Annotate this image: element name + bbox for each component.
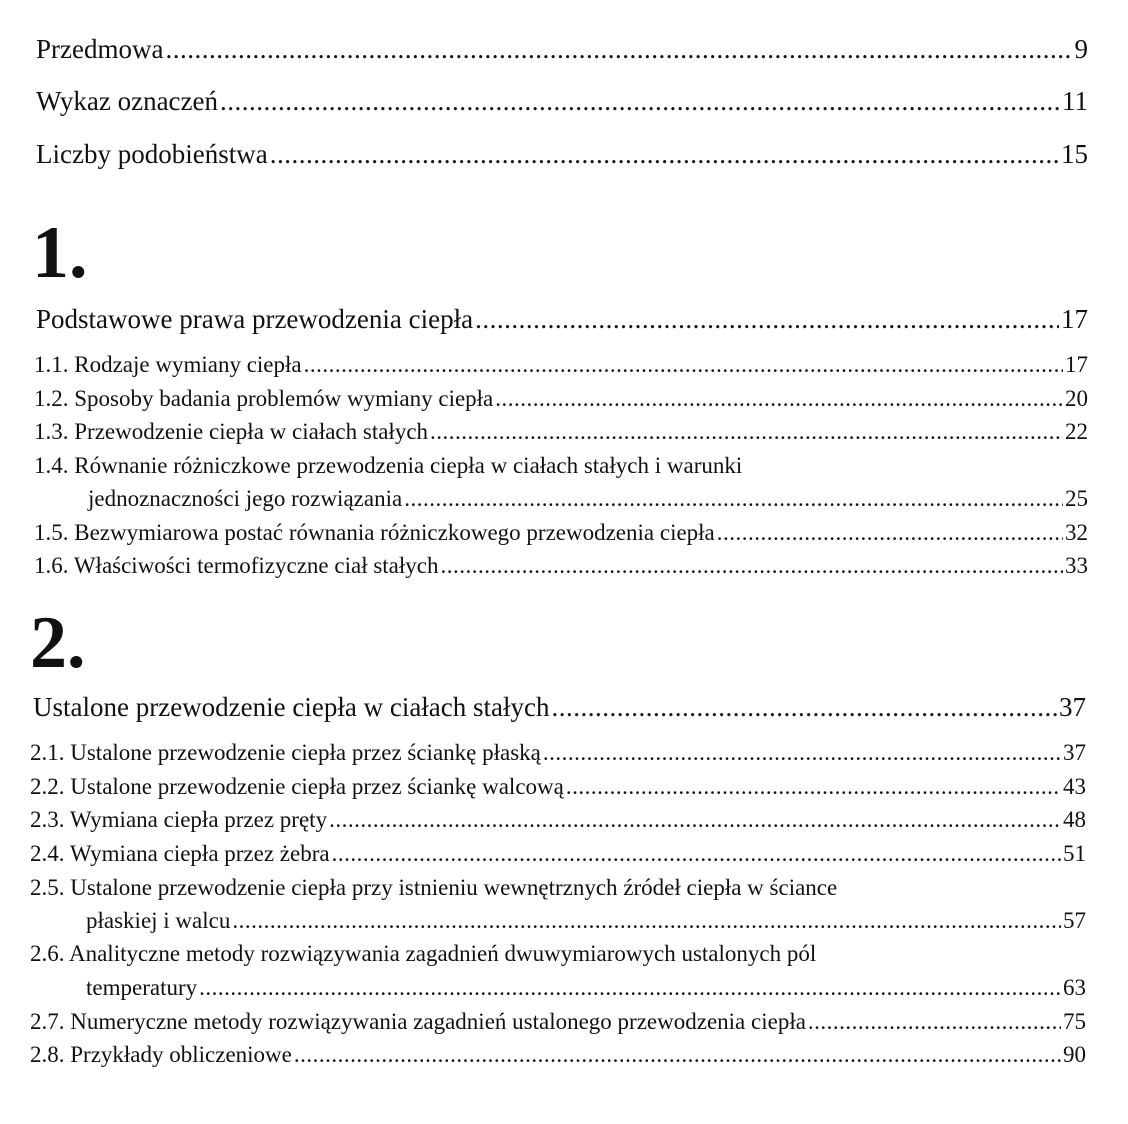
section-title: Przykłady obliczeniowe	[70, 1042, 292, 1067]
chapter-number: 1.	[32, 212, 88, 294]
section-title: Właściwości termofizyczne ciał stałych	[73, 553, 439, 578]
section-number: 1.3.	[34, 419, 69, 444]
dot-leader	[294, 1043, 1061, 1066]
dot-leader	[404, 487, 1063, 510]
toc-section	[34, 554, 1088, 577]
section-number: 2.4.	[30, 841, 65, 866]
toc-entry-preface	[36, 36, 1088, 63]
section-title: Numeryczne metody rozwiązywania zagadnień ustalonego przewodzenia ciepła	[70, 1009, 806, 1034]
toc-section	[30, 1010, 1086, 1033]
dot-leader	[199, 976, 1061, 999]
dot-leader	[552, 694, 1057, 721]
section-page: 17	[1065, 352, 1088, 377]
dot-leader	[543, 741, 1061, 764]
toc-entry-similarity-numbers	[36, 141, 1088, 168]
dot-leader	[165, 36, 1072, 63]
section-page: 57	[1063, 908, 1086, 933]
toc-section	[30, 775, 1086, 798]
section-page: 75	[1063, 1009, 1086, 1034]
toc-section	[34, 387, 1088, 410]
section-page: 63	[1063, 975, 1086, 1000]
section-number: 1.5.	[34, 520, 69, 545]
section-title: Ustalone przewodzenie ciepła przez ściankę walcową	[70, 774, 564, 799]
toc-section	[30, 1043, 1086, 1066]
section-title: Równanie różniczkowe przewodzenia ciepła w ciałach stałych i warunki	[74, 453, 743, 478]
section-page: 48	[1063, 807, 1086, 832]
section-number: 1.1.	[34, 352, 69, 377]
dot-leader	[329, 808, 1061, 831]
section-number: 2.2.	[30, 774, 65, 799]
chapter-page: 17	[1061, 304, 1088, 334]
dot-leader	[270, 141, 1059, 168]
section-number: 1.2.	[34, 386, 69, 411]
section-number: 2.6.	[30, 941, 65, 966]
dot-leader	[220, 88, 1060, 115]
chapter-title: Podstawowe prawa przewodzenia ciepła	[36, 304, 474, 334]
chapter-title-entry	[33, 694, 1086, 721]
section-number: 2.3.	[30, 807, 65, 832]
toc-section-continuation	[86, 976, 1086, 999]
section-page: 32	[1065, 520, 1088, 545]
section-title-continued: temperatury	[86, 975, 198, 1000]
section-page: 90	[1063, 1042, 1086, 1067]
toc-entry-title: Przedmowa	[36, 34, 164, 64]
dot-leader	[717, 521, 1063, 544]
toc-section-first-line	[30, 876, 837, 899]
section-title: Ustalone przewodzenie ciepła przy istnieniu wewnętrznych źródeł ciepła w ściance	[70, 875, 838, 900]
chapter-title: Ustalone przewodzenie ciepła w ciałach stałych	[33, 692, 550, 722]
toc-section-first-line	[34, 454, 742, 477]
chapter-title-entry	[36, 306, 1088, 333]
toc-section	[30, 842, 1086, 865]
section-title: Sposoby badania problemów wymiany ciepła	[74, 386, 494, 411]
section-title: Ustalone przewodzenie ciepła przez ściankę płaską	[70, 740, 541, 765]
toc-entry-title: Liczby podobieństwa	[36, 139, 268, 169]
chapter-number: 2.	[30, 602, 86, 684]
toc-entry-symbols	[36, 88, 1088, 115]
toc-section	[30, 808, 1086, 831]
dot-leader	[475, 306, 1059, 333]
toc-entry-page: 9	[1074, 34, 1088, 64]
section-number: 2.7.	[30, 1009, 65, 1034]
section-title: Wymiana ciepła przez pręty	[69, 807, 328, 832]
toc-entry-page: 11	[1062, 86, 1088, 116]
section-title: Analityczne metody rozwiązywania zagadnień dwuwymiarowych ustalonych pól	[68, 941, 817, 966]
section-page: 51	[1063, 841, 1086, 866]
section-page: 43	[1063, 774, 1086, 799]
dot-leader	[332, 842, 1061, 865]
section-title: Rodzaje wymiany ciepła	[74, 352, 302, 377]
section-number: 1.4.	[34, 453, 69, 478]
toc-section	[34, 521, 1088, 544]
toc-section	[34, 353, 1088, 376]
section-title-continued: płaskiej i walcu	[86, 908, 231, 933]
section-page: 25	[1065, 486, 1088, 511]
dot-leader	[808, 1010, 1061, 1033]
toc-section-continuation	[86, 909, 1086, 932]
section-title: Przewodzenie ciepła w ciałach stałych	[74, 419, 429, 444]
toc-section	[34, 420, 1088, 443]
chapter-page: 37	[1059, 692, 1086, 722]
section-title: Wymiana ciepła przez żebra	[69, 841, 330, 866]
toc-section-continuation	[88, 487, 1088, 510]
section-page: 37	[1063, 740, 1086, 765]
dot-leader	[304, 353, 1063, 376]
dot-leader	[566, 775, 1061, 798]
section-page: 22	[1065, 419, 1088, 444]
toc-entry-page: 15	[1061, 139, 1088, 169]
section-title-continued: jednoznaczności jego rozwiązania	[88, 486, 403, 511]
section-title: Bezwymiarowa postać równania różniczkowego przewodzenia ciepła	[74, 520, 715, 545]
dot-leader	[495, 387, 1063, 410]
section-page: 20	[1065, 386, 1088, 411]
toc-section	[30, 741, 1086, 764]
dot-leader	[441, 554, 1064, 577]
toc-entry-title: Wykaz oznaczeń	[36, 86, 218, 116]
section-number: 2.5.	[30, 875, 65, 900]
section-number: 2.8.	[30, 1042, 65, 1067]
section-number: 1.6.	[34, 553, 69, 578]
section-number: 2.1.	[30, 740, 65, 765]
section-page: 33	[1065, 553, 1088, 578]
dot-leader	[232, 909, 1061, 932]
toc-section-first-line	[30, 942, 816, 965]
dot-leader	[430, 420, 1063, 443]
